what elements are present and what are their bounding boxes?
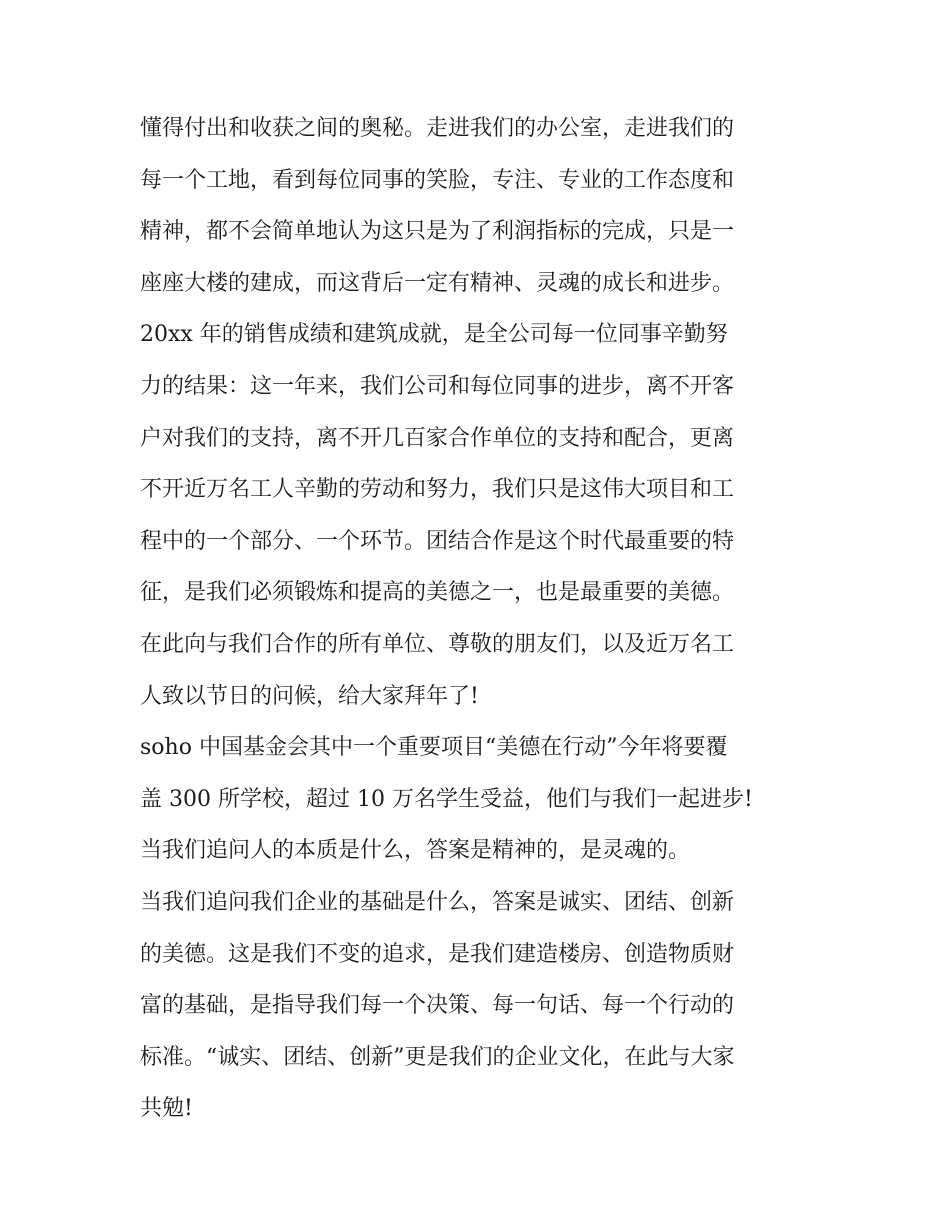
text-line: 标准。“诚实、团结、创新”更是我们的企业文化，在此与大家 [140,1044,735,1070]
text-line: 程中的一个部分、一个环节。团结合作是这个时代最重要的特 [140,528,735,554]
text-line: 座座大楼的建成，而这背后一定有精神、灵魂的成长和进步。 [140,270,735,296]
text-line: 的美德。这是我们不变的追求，是我们建造楼房、创造物质财 [140,941,735,967]
text-line: 每一个工地，看到每位同事的笑脸，专注、专业的工作态度和 [140,167,735,193]
text-line: 精神，都不会简单地认为这只是为了利润指标的完成，只是一 [140,219,735,245]
text-line: 户对我们的支持，离不开几百家合作单位的支持和配合，更离 [140,425,735,451]
text-line: soho 中国基金会其中一个重要项目“美德在行动”今年将要覆 [140,735,728,761]
text-line: 征，是我们必须锻炼和提高的美德之一，也是最重要的美德。 [140,580,735,606]
text-line: 当我们追问我们企业的基础是什么，答案是诚实、团结、创新 [140,889,735,915]
document-body [140,103,812,1135]
text-line: 盖 300 所学校，超过 10 万名学生受益，他们与我们一起进步! [140,786,753,812]
text-line: 力的结果：这一年来，我们公司和每位同事的进步，离不开客 [140,373,735,399]
text-line: 富的基础，是指导我们每一个决策、每一句话、每一个行动的 [140,993,735,1019]
text-line: 懂得付出和收获之间的奥秘。走进我们的办公室，走进我们的 [140,116,735,141]
text-line: 不开近万名工人辛勤的劳动和努力，我们只是这伟大项目和工 [140,477,735,503]
text-line: 共勉! [140,1096,193,1122]
text-line: 在此向与我们合作的所有单位、尊敬的朋友们，以及近万名工 [140,631,735,657]
text-line: 20xx 年的销售成绩和建筑成就，是全公司每一位同事辛勤努 [140,322,728,348]
text-line: 当我们追问人的本质是什么，答案是精神的，是灵魂的。 [140,838,691,864]
text-line: 人致以节日的问候，给大家拜年了! [140,683,479,709]
